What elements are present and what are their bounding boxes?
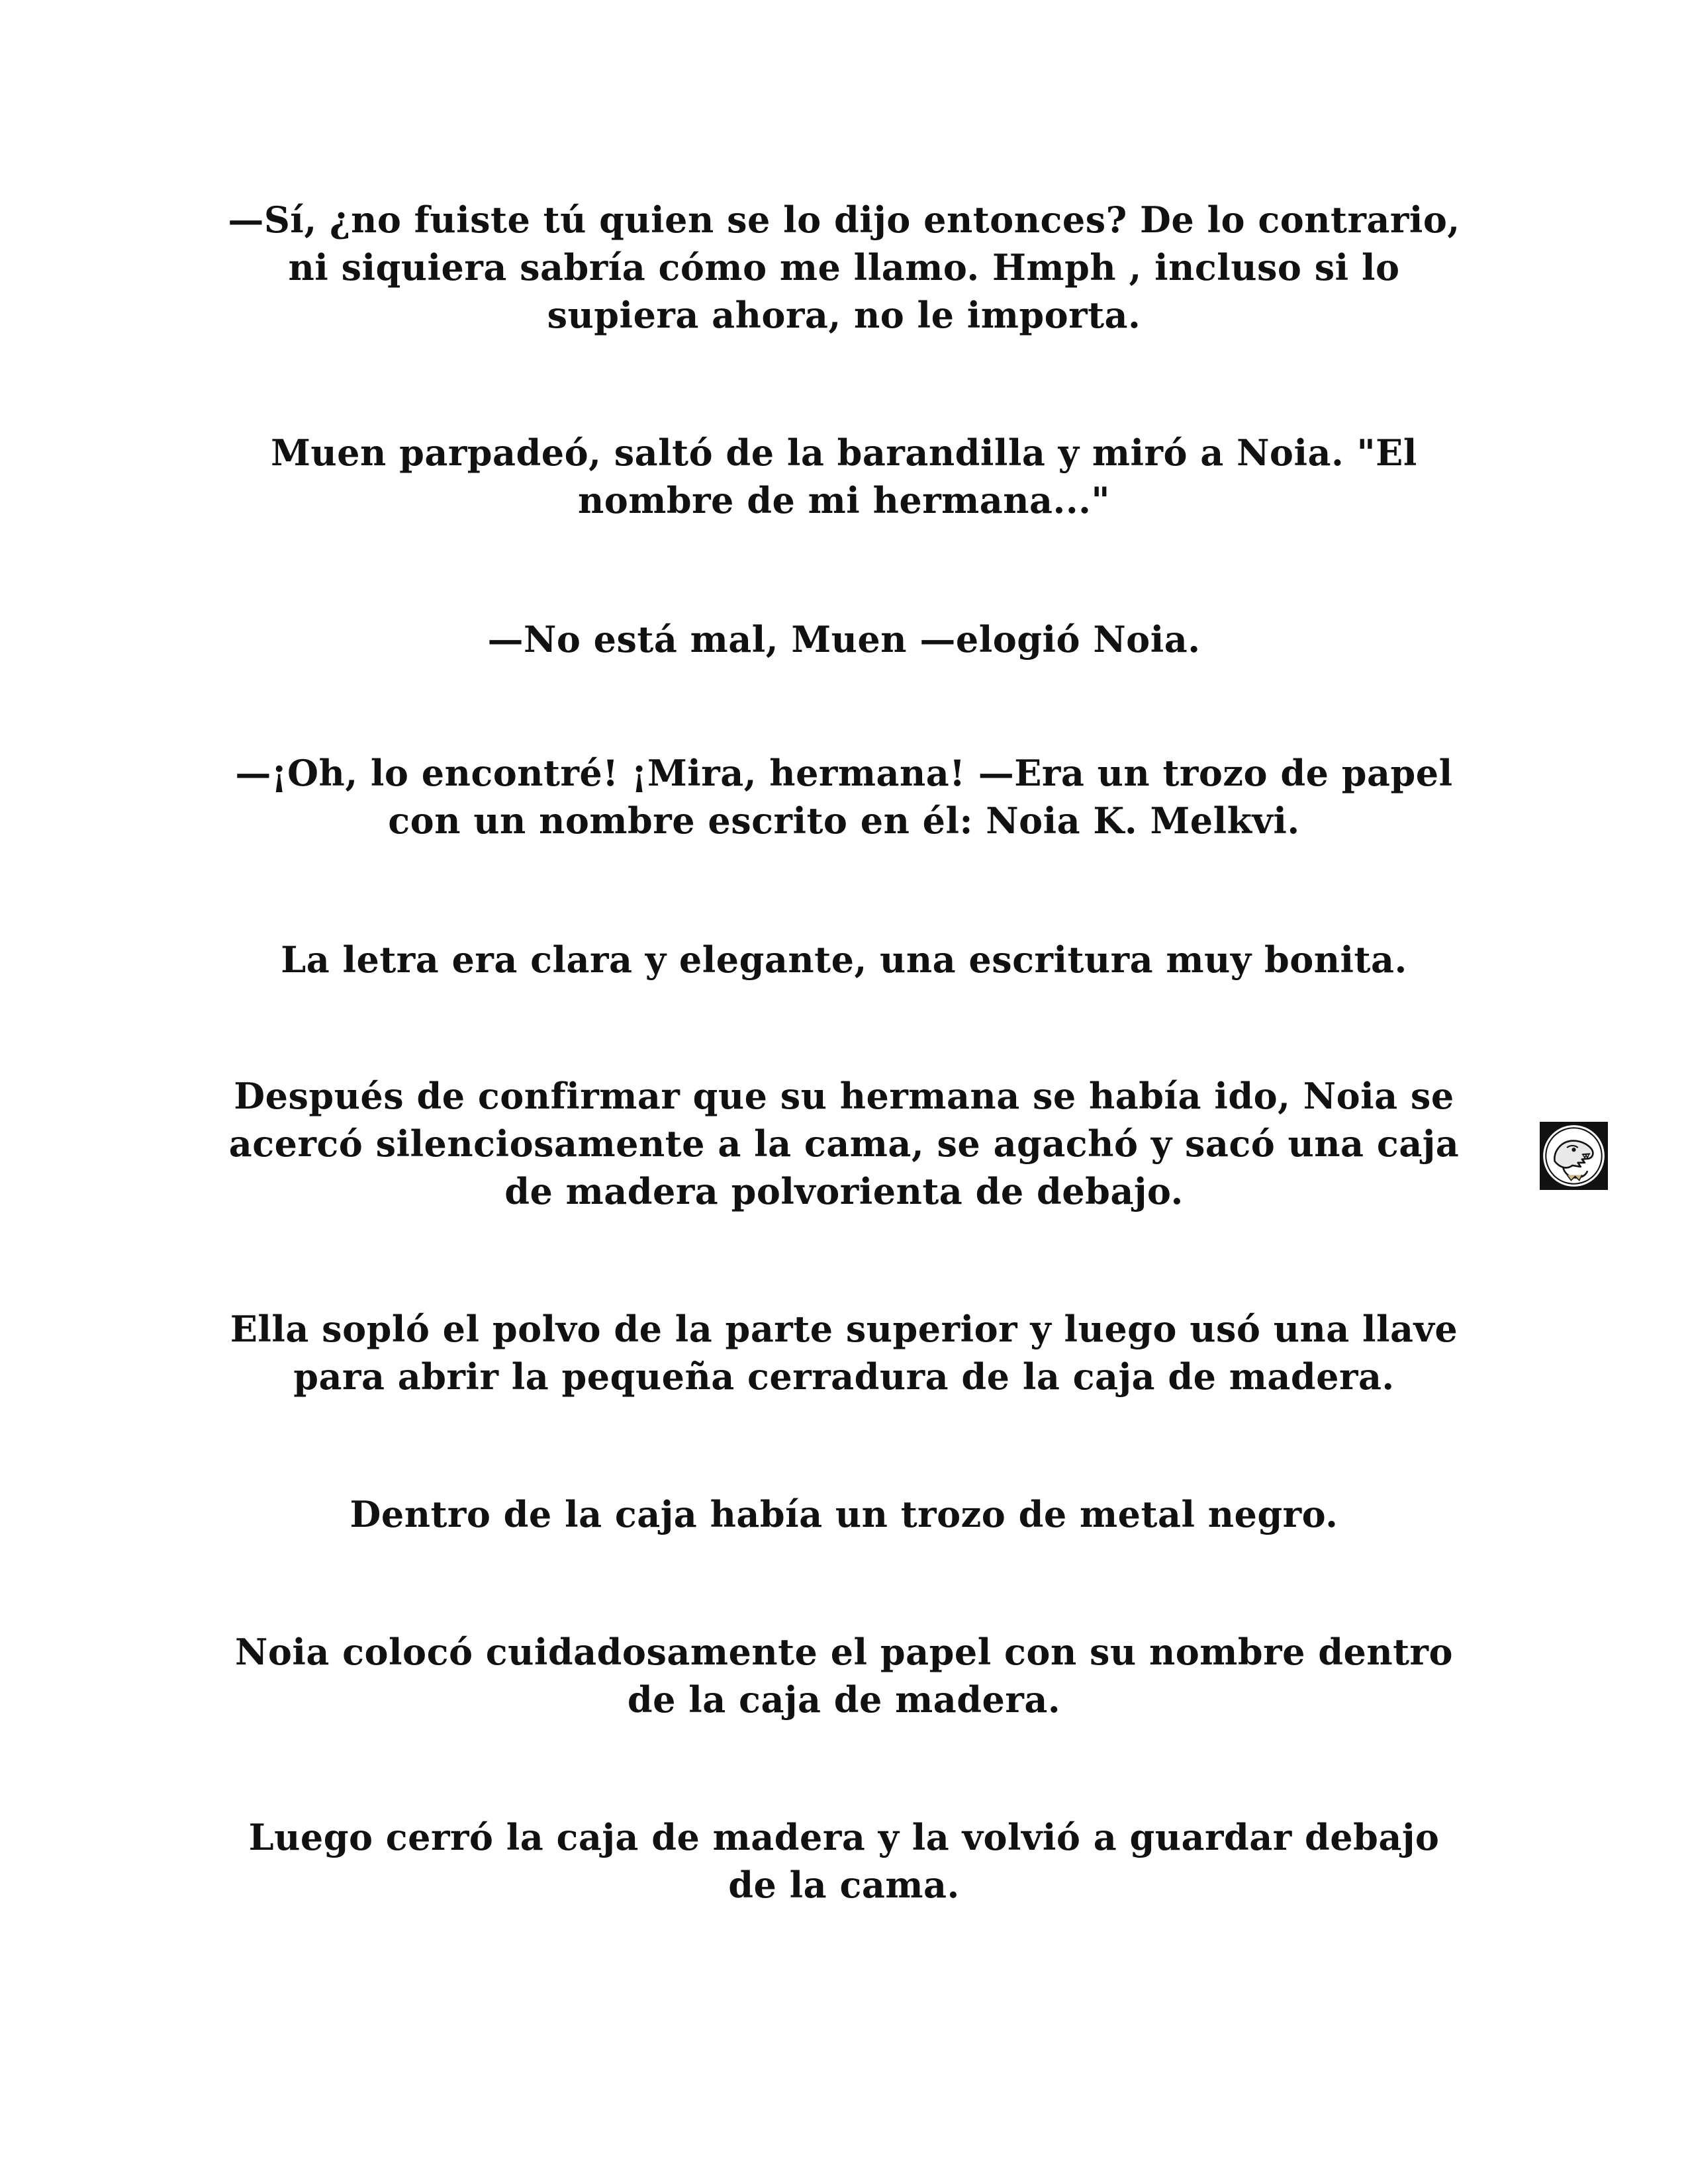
- paragraph-3: —No está mal, Muen —elogió Noia.: [487, 618, 1201, 660]
- paragraph-9: Noia colocó cuidadosamente el papel con su nombre dentro de la caja de madera.: [234, 1631, 1454, 1721]
- paragraph-8: Dentro de la caja había un trozo de metal negro.: [350, 1493, 1338, 1535]
- paragraph-4: —¡Oh, lo encontré! ¡Mira, hermana! —Era un trozo de papel con un nombre escrito en él: Noia K. Melkvi.: [235, 752, 1453, 842]
- paragraph-5: La letra era clara y elegante, una escritura muy bonita.: [281, 938, 1407, 981]
- paragraph-10: Luego cerró la caja de madera y la volvió a guardar debajo de la cama.: [248, 1816, 1440, 1906]
- paragraph-6: Después de confirmar que su hermana se había ido, Noia se acercó silenciosamente a la cama, se agachó y sacó una caja de madera polvorienta de debajo.: [228, 1075, 1460, 1212]
- paragraph-1: —Sí, ¿no fuiste tú quien se lo dijo entonces? De lo contrario, ni siquiera sabría cómo me llamo. Hmph , incluso si lo supiera ahora, no le importa.: [228, 199, 1460, 336]
- paragraph-2: Muen parpadeó, saltó de la barandilla y miró a Noia. "El nombre de mi hermana...": [271, 432, 1417, 522]
- paragraph-7: Ella sopló el polvo de la parte superior y luego usó una llave para abrir la pequeña cerradura de la caja de madera.: [230, 1308, 1458, 1398]
- dinosaur-head-logo-icon: [1540, 1122, 1608, 1190]
